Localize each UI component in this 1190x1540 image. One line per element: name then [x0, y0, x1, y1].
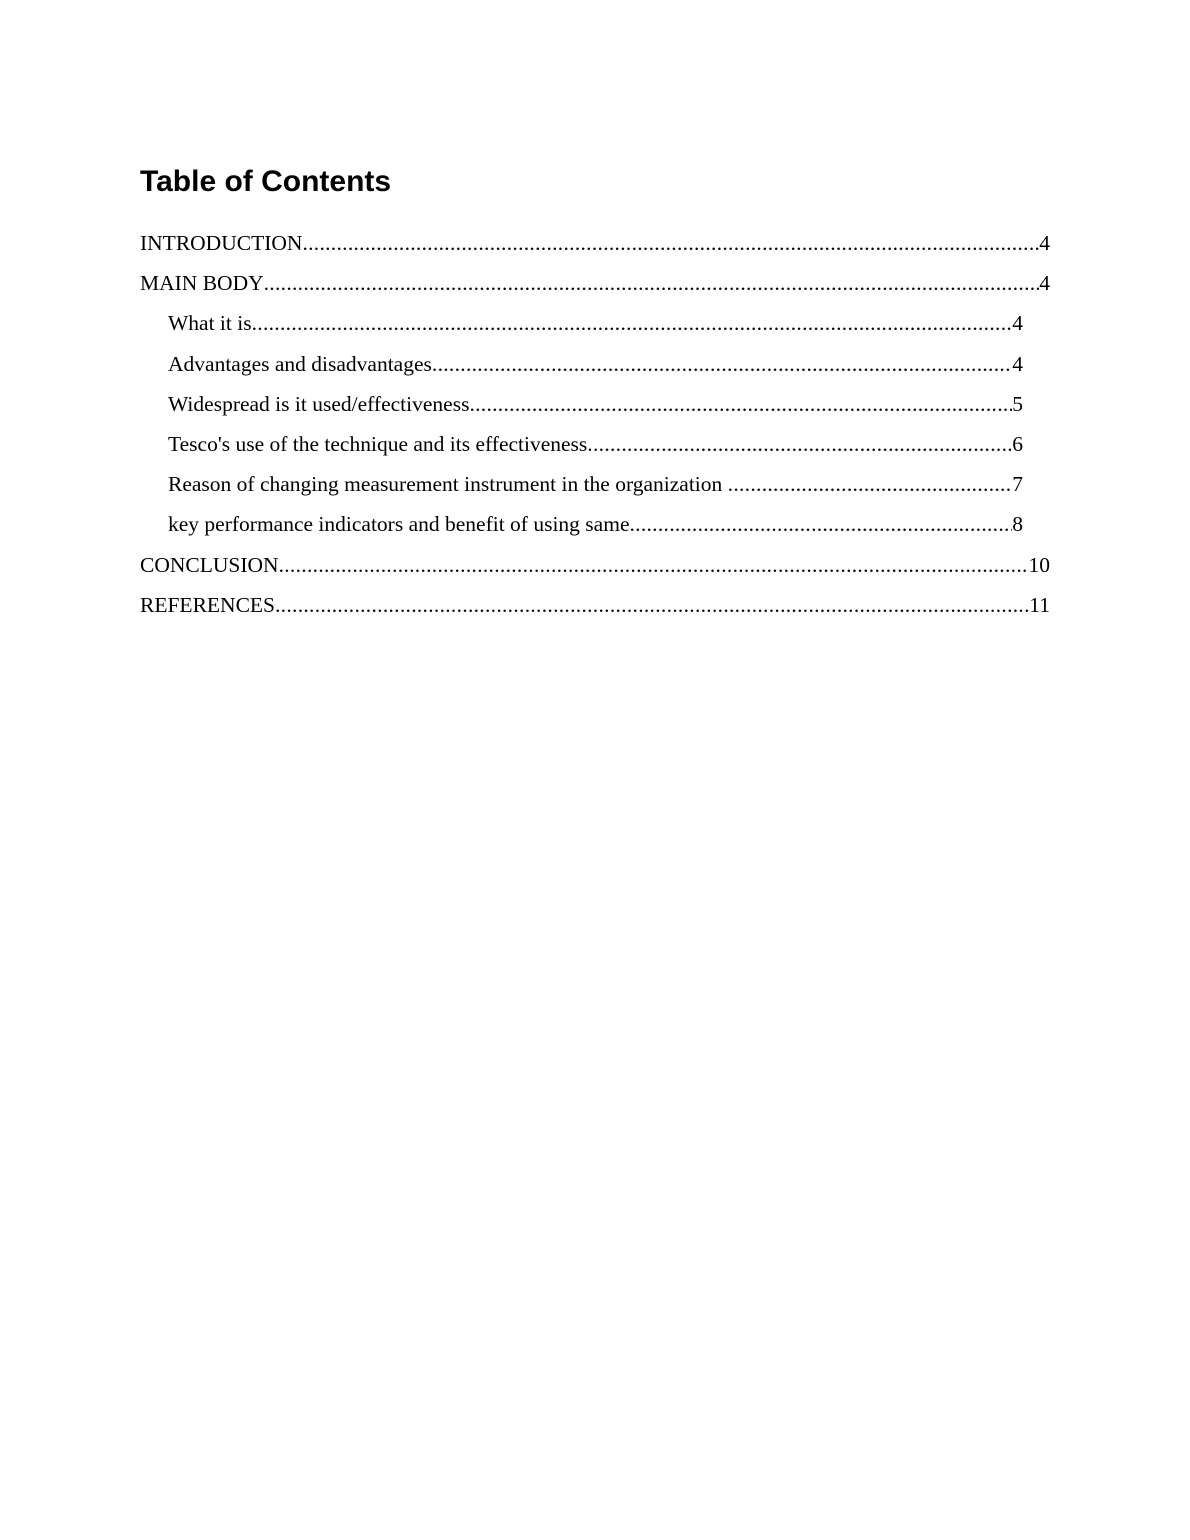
toc-entry-references[interactable] [0, 585, 1190, 625]
toc-entry-reason-changing[interactable] [0, 464, 1190, 504]
toc-list [0, 223, 1190, 625]
toc-dot-leader [728, 464, 1013, 504]
toc-entry-what-it-is[interactable] [0, 303, 1190, 343]
toc-entry-label: CONCLUSION [140, 552, 279, 577]
toc-dot-leader [279, 545, 1029, 585]
toc-page-number: 4 [1012, 351, 1023, 376]
toc-dot-leader [587, 424, 1012, 464]
toc-entry-kpi[interactable] [0, 504, 1190, 544]
toc-page-number: 4 [1039, 231, 1050, 255]
toc-dot-leader [469, 384, 1012, 424]
toc-dot-leader [275, 585, 1029, 625]
toc-page-number: 8 [1012, 512, 1023, 537]
toc-entry-conclusion[interactable] [0, 545, 1190, 585]
toc-dot-leader [252, 303, 1013, 343]
toc-entry-widespread[interactable] [0, 384, 1190, 424]
toc-page-number: 11 [1029, 592, 1050, 617]
toc-entry-label: MAIN BODY [140, 271, 264, 296]
toc-page-number: 7 [1012, 472, 1023, 497]
toc-entry-main-body[interactable] [0, 263, 1190, 303]
toc-entry-label: Tesco's use of the technique and its effectiveness [168, 431, 588, 456]
toc-entry-introduction[interactable] [0, 223, 1190, 263]
toc-entry-label: Widespread is it used/effectiveness [168, 391, 470, 416]
toc-entry-label: INTRODUCTION [140, 231, 303, 255]
toc-dot-leader [264, 263, 1040, 303]
toc-entry-tesco[interactable] [0, 424, 1190, 464]
toc-entry-label: Reason of changing measurement instrument in the organization [168, 472, 728, 497]
toc-dot-leader [432, 344, 1012, 384]
toc-page-number: 4 [1039, 271, 1050, 296]
toc-page-number: 10 [1028, 552, 1050, 577]
toc-dot-leader [302, 223, 1039, 263]
toc-page-number: 4 [1012, 311, 1023, 336]
toc-page-number: 6 [1012, 431, 1023, 456]
toc-entry-advantages-disadvantages[interactable] [0, 344, 1190, 384]
toc-dot-leader [629, 504, 1012, 544]
toc-heading: Table of Contents [140, 165, 392, 198]
toc-entry-label: REFERENCES [140, 592, 275, 617]
toc-entry-label: What it is [168, 311, 252, 336]
toc-page-number: 5 [1012, 391, 1023, 416]
toc-entry-label: key performance indicators and benefit of using same [168, 512, 630, 537]
toc-entry-label: Advantages and disadvantages [168, 351, 432, 376]
